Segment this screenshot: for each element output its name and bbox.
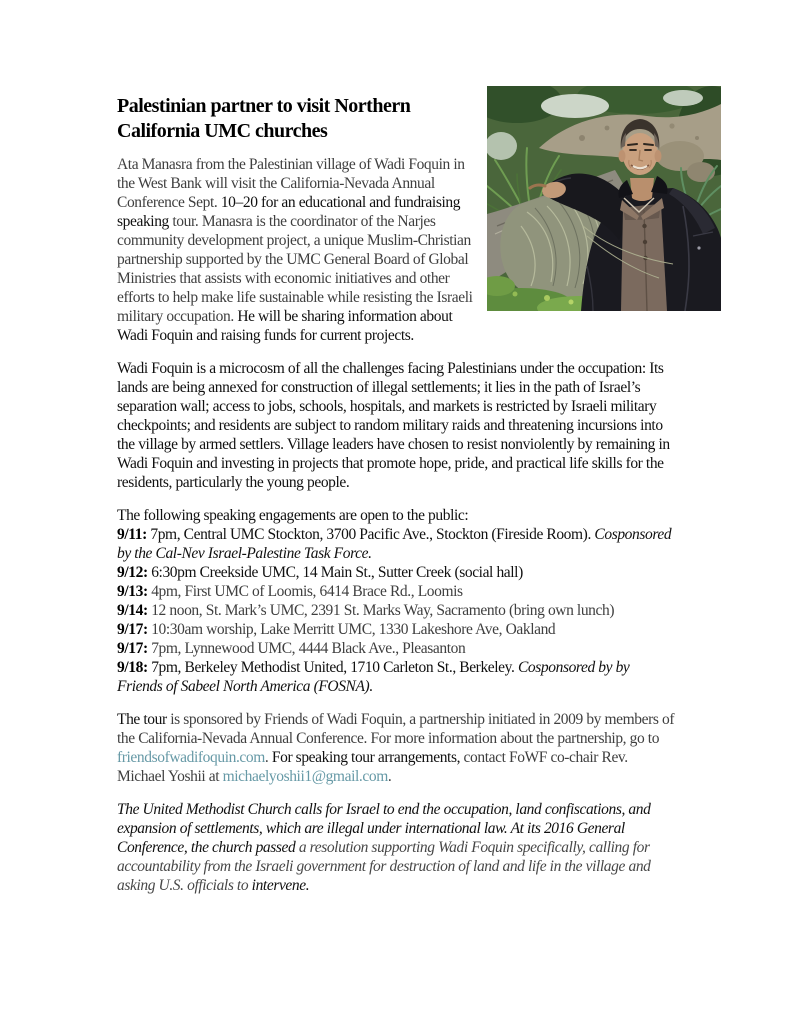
engagement-note: Cosponsored by by Friends of Sabeel North America (FOSNA). xyxy=(117,659,630,695)
engagement-date: 9/18: xyxy=(117,659,148,676)
engagement-item: 9/13: 4pm, First UMC of Loomis, 6414 Brace Rd., Loomis xyxy=(117,583,463,600)
engagement-item: 9/11: 7pm, Central UMC Stockton, 3700 Pacific Ave., Stockton (Fireside Room). Cosponsored by the Cal-Nev Israel-Palestine Task Force. xyxy=(117,526,672,562)
link-friendsofwadifoquin[interactable]: friendsofwadifoquin.com xyxy=(117,749,265,766)
engagement-date: 9/14: xyxy=(117,602,148,619)
engagement-date: 9/11: xyxy=(117,526,147,543)
engagements-intro: The following speaking engagements are open to the public: xyxy=(117,507,469,524)
paragraph-wadi-foquin: Wadi Foquin is a microcosm of all the challenges facing Palestinians under the occupation: Its lands are being annexed for construction of illegal settlements; it lies in the path of Israel’s separation wall; access to jobs, schools, hospitals, and markets is restricted by Israeli military checkpoints; and residents are subject to random military raids and threatening incursions into the village by armed settlers. Village leaders have chosen to resist nonviolently by remaining in Wadi Foquin and investing in projects that promote hope, pride, and practical life skills for the residents, particularly the young people. xyxy=(117,360,670,491)
engagement-date: 9/17: xyxy=(117,640,148,657)
title-line-2: California UMC churches xyxy=(117,120,328,142)
paragraph-umc-statement: The United Methodist Church calls for Israel to end the occupation, land confiscations, and expansion of settlements, which are illegal under international law. At its 2016 General Conference, the church passed a resolution supporting Wadi Foquin specifically, calling for accountability from the Israeli government for destruction of land and life in the village and asking U.S. officials to intervene. xyxy=(117,801,651,894)
engagement-date: 9/12: xyxy=(117,564,148,581)
engagement-item: 9/12: 6:30pm Creekside UMC, 14 Main St., Sutter Creek (social hall) xyxy=(117,564,523,581)
title-line-1: Palestinian partner to visit Northern xyxy=(117,95,411,117)
engagement-date: 9/17: xyxy=(117,621,148,638)
engagement-note: Cosponsored by the Cal-Nev Israel-Palestine Task Force. xyxy=(117,526,672,562)
engagement-item: 9/17: 7pm, Lynnewood UMC, 4444 Black Ave., Pleasanton xyxy=(117,640,466,657)
paragraph-intro: Ata Manasra from the Palestinian village of Wadi Foquin in the West Bank will visit the California-Nevada Annual Conference Sept. 10–20 for an educational and fundraising speaking tour. Manasra is the coordinator of the Narjes community development project, a unique Muslim-Christian partnership supported by the UMC General Board of Global Ministries that assists with economic initiatives and other efforts to help make life sustainable while resisting the Israeli military occupation. He will be sharing information about Wadi Foquin and raising funds for current projects. xyxy=(117,156,473,344)
photo-ata-manasra xyxy=(487,86,721,311)
speaking-engagements xyxy=(117,506,675,696)
engagement-item: 9/17: 10:30am worship, Lake Merritt UMC, 1330 Lakeshore Ave, Oakland xyxy=(117,621,556,638)
photo-illustration xyxy=(487,86,721,311)
article xyxy=(117,86,721,909)
engagement-item: 9/18: 7pm, Berkeley Methodist United, 1710 Carleton St., Berkeley. Cosponsored by by Friends of Sabeel North America (FOSNA). xyxy=(117,659,630,695)
paragraph-tour-sponsor: The tour is sponsored by Friends of Wadi Foquin, a partnership initiated in 2009 by members of the California-Nevada Annual Conference. For more information about the partnership, go to friendsofwadifoquin.com. For speaking tour arrangements, contact FoWF co-chair Rev. Michael Yoshii at michaelyoshii1@gmail.com. xyxy=(117,711,675,785)
engagement-date: 9/13: xyxy=(117,583,148,600)
link-michaelyoshii-email[interactable]: michaelyoshii1@gmail.com xyxy=(222,768,388,785)
engagement-item: 9/14: 12 noon, St. Mark’s UMC, 2391 St. Marks Way, Sacramento (bring own lunch) xyxy=(117,602,615,619)
